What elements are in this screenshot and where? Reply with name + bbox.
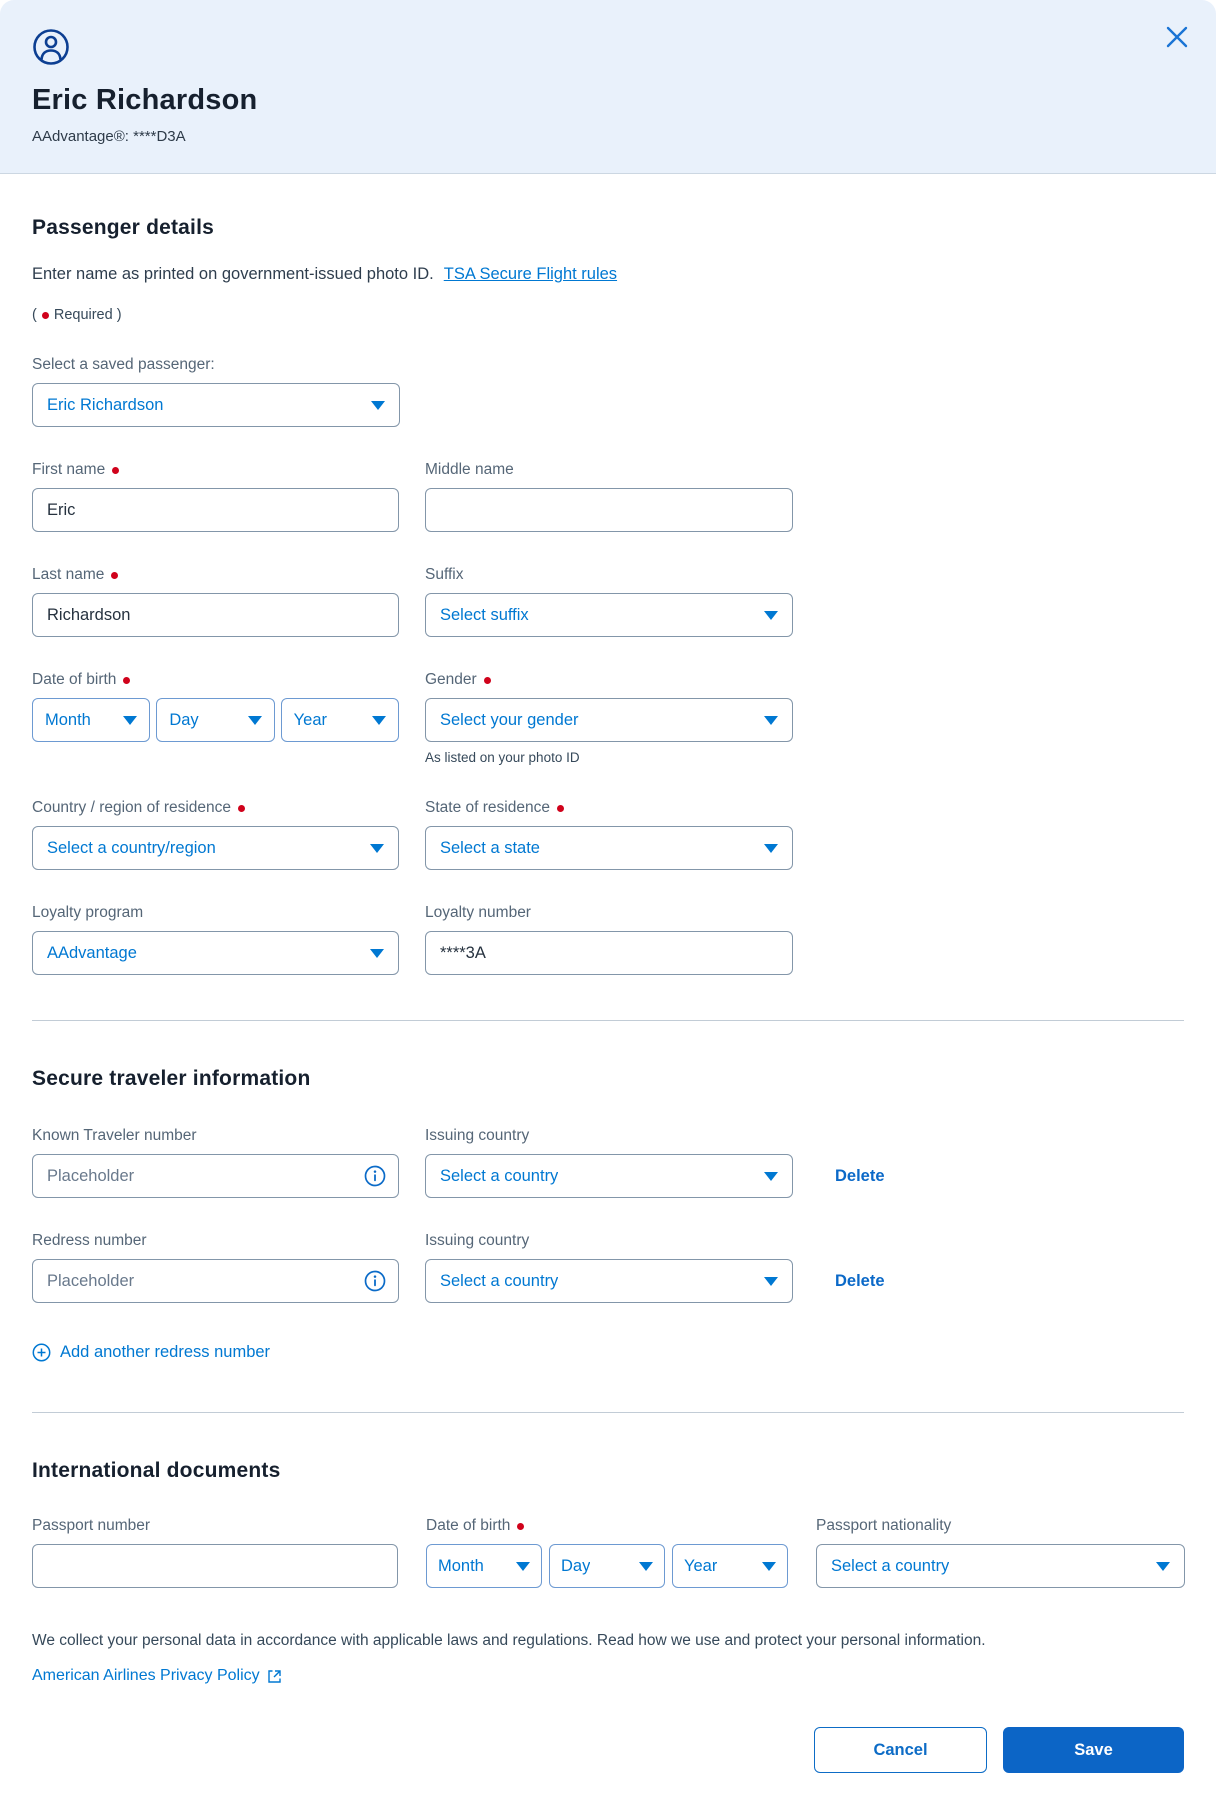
gender-cell — [425, 671, 793, 765]
required-dot-icon — [111, 572, 118, 579]
first-name-field[interactable] — [32, 488, 399, 532]
required-dot-icon — [112, 467, 119, 474]
country-label: Country / region of residence — [32, 799, 399, 817]
state-label: State of residence — [425, 799, 793, 817]
passport-nationality-value: Select a country — [831, 1556, 950, 1575]
external-link-icon — [267, 1669, 282, 1684]
redress-issuing-country-cell — [425, 1232, 793, 1303]
modal-header — [0, 0, 1216, 174]
country-cell — [32, 799, 399, 870]
person-icon — [32, 28, 70, 66]
state-value: Select a state — [440, 838, 540, 857]
dob-cell — [32, 671, 399, 765]
privacy-text: We collect your personal data in accordance with applicable laws and regulations. Read how we use and protect your personal information. — [32, 1632, 986, 1649]
chevron-down-icon — [370, 949, 384, 958]
redress-row — [32, 1232, 1184, 1303]
suffix-label: Suffix — [425, 566, 464, 583]
dob-year-value: Year — [293, 710, 327, 729]
redress-issuing-country-select[interactable] — [425, 1259, 793, 1303]
passport-number-cell — [32, 1517, 398, 1588]
ktn-input-wrap — [32, 1154, 399, 1198]
passport-row — [32, 1517, 1184, 1588]
chevron-down-icon — [762, 1562, 776, 1571]
passport-number-field[interactable] — [32, 1544, 398, 1588]
chevron-down-icon — [1156, 1562, 1170, 1571]
gender-value: Select your gender — [440, 710, 579, 729]
state-select[interactable] — [425, 826, 793, 870]
gender-label: Gender — [425, 671, 793, 689]
passenger-name-title: Eric Richardson — [32, 84, 258, 116]
required-dot-icon — [557, 805, 564, 812]
chevron-down-icon — [370, 844, 384, 853]
suffix-select[interactable] — [425, 593, 793, 637]
chevron-down-icon — [764, 844, 778, 853]
redress-input-wrap — [32, 1259, 399, 1303]
chevron-down-icon — [764, 611, 778, 620]
chevron-down-icon — [371, 401, 385, 410]
last-name-field[interactable] — [32, 593, 399, 637]
required-dot-icon — [238, 805, 245, 812]
chevron-down-icon — [764, 1172, 778, 1181]
loyalty-program-cell — [32, 904, 399, 975]
passport-dob-day-value: Day — [561, 1556, 591, 1575]
ktn-delete-cell — [835, 1167, 979, 1186]
ktn-cell — [32, 1127, 399, 1198]
chevron-down-icon — [123, 716, 137, 725]
dob-month-select[interactable] — [32, 698, 150, 742]
saved-passenger-select[interactable] — [32, 383, 400, 427]
name-row — [32, 461, 1184, 532]
loyalty-program-select[interactable] — [32, 931, 399, 975]
last-name-cell — [32, 566, 399, 637]
gender-select[interactable] — [425, 698, 793, 742]
chevron-down-icon — [639, 1562, 653, 1571]
middle-name-label: Middle name — [425, 461, 514, 478]
chevron-down-icon — [764, 1277, 778, 1286]
redress-delete-cell — [835, 1272, 979, 1291]
passport-dob-year-value: Year — [684, 1556, 718, 1575]
ktn-issuing-country-value: Select a country — [440, 1166, 559, 1185]
middle-name-field[interactable] — [425, 488, 793, 532]
section-divider — [32, 1020, 1184, 1021]
redress-label: Redress number — [32, 1232, 147, 1249]
cancel-button[interactable]: Cancel — [814, 1727, 987, 1773]
last-name-label: Last name — [32, 566, 399, 584]
ktn-row — [32, 1127, 1184, 1198]
section-divider — [32, 1412, 1184, 1413]
country-value: Select a country/region — [47, 838, 216, 857]
loyalty-number-cell — [425, 904, 793, 975]
privacy-policy-link[interactable] — [32, 1667, 282, 1685]
saved-passenger-label: Select a saved passenger: — [32, 356, 215, 373]
loyalty-subtitle: AAdvantage®: ****D3A — [32, 128, 186, 145]
dob-gender-row — [32, 671, 1184, 765]
dob-group — [32, 698, 399, 742]
gender-helper-text: As listed on your photo ID — [425, 750, 580, 765]
dob-year-select[interactable] — [281, 698, 399, 742]
ktn-issuing-country-cell — [425, 1127, 793, 1198]
required-dot-icon — [42, 312, 49, 319]
loyalty-program-label: Loyalty program — [32, 904, 144, 921]
required-open-paren: ( — [32, 307, 37, 323]
required-note — [32, 307, 1184, 323]
passport-dob-day-select[interactable] — [549, 1544, 665, 1588]
international-documents-heading: International documents — [32, 1459, 281, 1482]
info-icon[interactable] — [364, 1165, 386, 1187]
loyalty-row — [32, 904, 1184, 975]
info-icon[interactable] — [364, 1270, 386, 1292]
redress-issuing-country-label: Issuing country — [425, 1232, 530, 1249]
chevron-down-icon — [516, 1562, 530, 1571]
passport-nationality-cell — [816, 1517, 1185, 1588]
known-traveler-number-field[interactable] — [32, 1154, 399, 1198]
tsa-secure-flight-rules-link[interactable]: TSA Secure Flight rules — [443, 265, 618, 283]
saved-passenger-value: Eric Richardson — [47, 395, 164, 414]
redress-cell — [32, 1232, 399, 1303]
passport-dob-group — [426, 1544, 788, 1588]
chevron-down-icon — [372, 716, 386, 725]
modal-footer — [32, 1727, 1184, 1804]
passport-dob-month-select[interactable] — [426, 1544, 542, 1588]
state-cell — [425, 799, 793, 870]
ktn-issuing-country-label: Issuing country — [425, 1127, 530, 1144]
privacy-policy-label: American Airlines Privacy Policy — [32, 1667, 260, 1684]
dob-day-select[interactable] — [156, 698, 274, 742]
suffix-value: Select suffix — [440, 605, 529, 624]
close-icon[interactable] — [1164, 24, 1190, 50]
loyalty-number-field[interactable] — [425, 931, 793, 975]
passport-dob-label: Date of birth — [426, 1517, 788, 1535]
ktn-label: Known Traveler number — [32, 1127, 197, 1144]
loyalty-number-label: Loyalty number — [425, 904, 531, 921]
passport-dob-cell — [426, 1517, 788, 1588]
required-label: Required ) — [53, 307, 122, 323]
required-dot-icon — [484, 677, 491, 684]
lastname-suffix-row — [32, 566, 1184, 637]
dob-label: Date of birth — [32, 671, 399, 689]
suffix-cell — [425, 566, 793, 637]
country-region-select[interactable] — [32, 826, 399, 870]
redress-number-field[interactable] — [32, 1259, 399, 1303]
intro-row — [32, 265, 1184, 284]
passport-dob-month-value: Month — [438, 1556, 484, 1575]
passport-nationality-select[interactable] — [816, 1544, 1185, 1588]
passport-number-label: Passport number — [32, 1517, 151, 1534]
modal-body — [0, 216, 1216, 1804]
plus-circle-icon — [32, 1343, 51, 1362]
passenger-details-heading: Passenger details — [32, 216, 214, 239]
residence-row — [32, 799, 1184, 870]
chevron-down-icon — [248, 716, 262, 725]
dob-month-value: Month — [45, 710, 91, 729]
ktn-delete-button[interactable]: Delete — [835, 1167, 885, 1185]
intro-text: Enter name as printed on government-issued photo ID. — [32, 265, 434, 283]
chevron-down-icon — [764, 716, 778, 725]
passport-nationality-label: Passport nationality — [816, 1517, 952, 1534]
ktn-issuing-country-select[interactable] — [425, 1154, 793, 1198]
add-redress-number-link[interactable] — [32, 1343, 270, 1362]
passport-dob-year-select[interactable] — [672, 1544, 788, 1588]
first-name-cell — [32, 461, 399, 532]
required-dot-icon — [517, 1523, 524, 1530]
save-button[interactable]: Save — [1003, 1727, 1184, 1773]
secure-traveler-heading: Secure traveler information — [32, 1067, 311, 1090]
loyalty-program-value: AAdvantage — [47, 943, 137, 962]
required-dot-icon — [123, 677, 130, 684]
redress-delete-button[interactable]: Delete — [835, 1272, 885, 1290]
redress-issuing-country-value: Select a country — [440, 1271, 559, 1290]
add-redress-label: Add another redress number — [60, 1343, 271, 1361]
middle-name-cell — [425, 461, 793, 532]
saved-passenger-block — [32, 356, 400, 427]
first-name-label: First name — [32, 461, 399, 479]
dob-day-value: Day — [169, 710, 199, 729]
